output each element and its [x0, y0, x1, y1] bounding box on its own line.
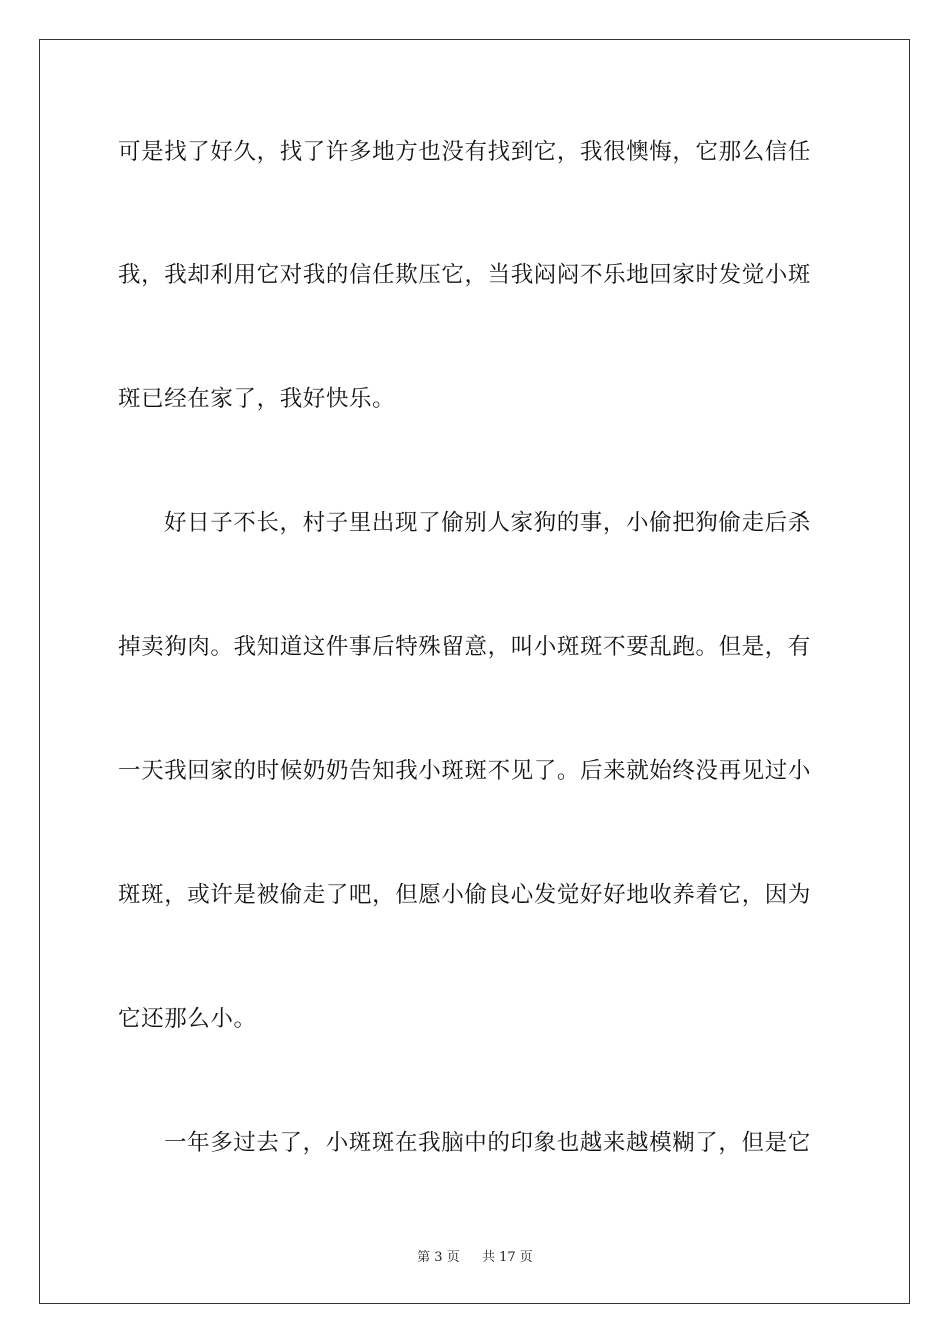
page-total: 共 17 页 [482, 1250, 533, 1265]
text-line: 一天我回家的时候奶奶告知我小斑斑不见了。后来就始终没再见过小 [118, 758, 812, 784]
page-number: 第 3 页 [417, 1250, 460, 1265]
text-line: 我，我却利用它对我的信任欺压它，当我闷闷不乐地回家时发觉小斑 [118, 262, 812, 288]
page-border [39, 39, 910, 1304]
text-line: 可是找了好久，找了许多地方也没有找到它，我很懊悔，它那么信任 [118, 139, 812, 165]
page-footer [0, 1250, 950, 1266]
paragraph-first-line: 好日子不长，村子里出现了偷别人家狗的事，小偷把狗偷走后杀 [164, 510, 811, 536]
paragraph-first-line: 一年多过去了，小斑斑在我脑中的印象也越来越模糊了，但是它 [164, 1130, 811, 1156]
text-line: 斑斑，或许是被偷走了吧，但愿小偷良心发觉好好地收养着它，因为 [118, 882, 812, 908]
text-line: 掉卖狗肉。我知道这件事后特殊留意，叫小斑斑不要乱跑。但是，有 [118, 634, 812, 660]
text-line: 它还那么小。 [118, 1006, 257, 1032]
text-line: 斑已经在家了，我好快乐。 [118, 386, 396, 412]
